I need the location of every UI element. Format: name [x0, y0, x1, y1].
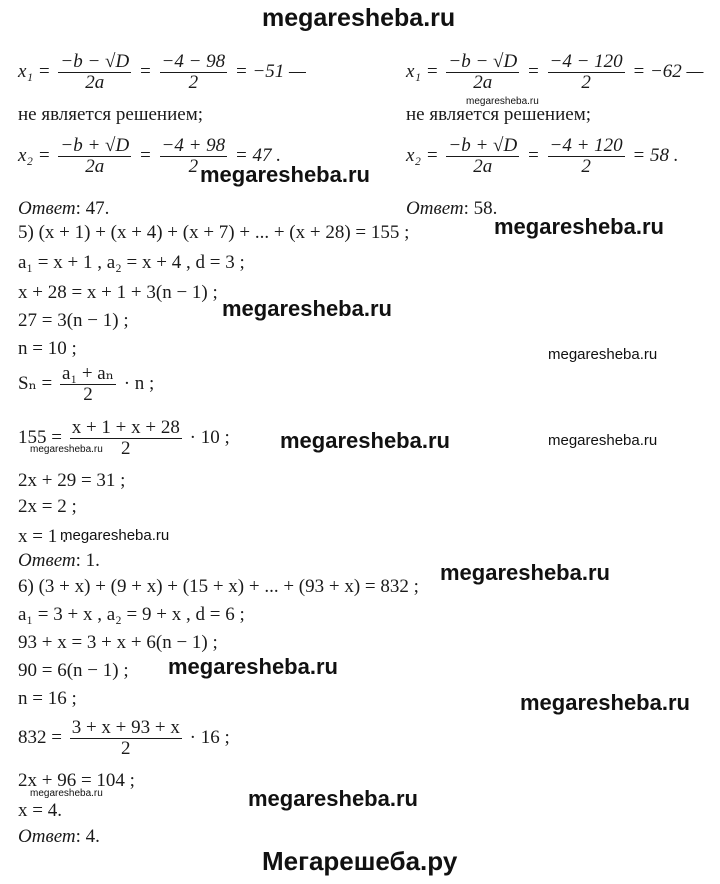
p6-line-1: 6) (3 + x) + (9 + x) + (15 + x) + ... + (93 + x) = 832 ; [18, 576, 419, 597]
answer-label: Ответ [406, 198, 464, 219]
answer-value: : 47. [75, 198, 110, 219]
left-answer [18, 198, 109, 220]
frac-num: −4 − 120 [549, 51, 623, 72]
frac-den: 2 [83, 384, 93, 405]
watermark: megaresheba.ru [222, 296, 392, 321]
right-x2-frac2 [548, 136, 625, 177]
footer-site: Мегарешеба.ру [262, 846, 458, 876]
left-x1-result: = −51 — [234, 60, 306, 82]
right-x1-eq: = [526, 60, 540, 82]
watermark: megaresheba.ru [440, 560, 610, 585]
answer-label: Ответ [18, 550, 76, 571]
frac-num: −b − √D [60, 51, 130, 72]
watermark: megaresheba.ru [494, 214, 664, 239]
frac-den: 2a [85, 156, 105, 177]
frac-num: −4 − 98 [161, 51, 226, 72]
sn-rhs: · n ; [123, 372, 155, 394]
frac-num: 3 + x + 93 + x [71, 717, 180, 738]
right-x2-line [406, 136, 678, 177]
p5-line-10: x = 1 . [18, 526, 67, 547]
watermark: megaresheba.ru [466, 96, 539, 107]
watermark: megaresheba.ru [548, 432, 658, 449]
right-x2-lhs: x₂ = [406, 144, 439, 166]
sn-frac [60, 364, 116, 405]
p5-line-3: x + 28 = x + 1 + 3(n − 1) ; [18, 282, 218, 303]
left-x1-frac2 [160, 52, 228, 93]
p5-line-9: 2x = 2 ; [18, 496, 77, 517]
left-x1-line [18, 52, 306, 93]
frac-num: −b + √D [60, 135, 130, 156]
p6-line-4: 90 = 6(n − 1) ; [18, 660, 129, 681]
watermark: megaresheba.ru [60, 527, 170, 544]
watermark: megaresheba.ru [168, 654, 338, 679]
p5-answer [18, 550, 100, 572]
left-not-solution: не является решением; [18, 104, 203, 125]
watermark: megaresheba.ru [248, 786, 418, 811]
p6-line-2: a₁ = 3 + x , a₂ = 9 + x , d = 6 ; [18, 604, 245, 625]
p6-line-7: 2x + 96 = 104 ; [18, 770, 135, 791]
p5-line-2: a₁ = x + 1 , a₂ = x + 4 , d = 3 ; [18, 252, 245, 273]
frac-den: 2a [85, 72, 105, 93]
frac-den: 2 [121, 738, 131, 759]
left-x1-lhs: x₁ = [18, 60, 51, 82]
answer-value: : 1. [75, 550, 100, 571]
frac-num: −b + √D [448, 135, 518, 156]
right-x1-frac2 [548, 52, 625, 93]
p5-line-8: 2x + 29 = 31 ; [18, 470, 126, 491]
left-x2-result: = 47 . [234, 144, 281, 166]
right-x1-frac1 [446, 52, 519, 93]
s155-lhs: 155 = [18, 426, 62, 448]
p6-line-8: x = 4. [18, 800, 62, 821]
right-x2-frac1 [446, 136, 519, 177]
left-x1-frac1 [58, 52, 131, 93]
p6-line-3: 93 + x = 3 + x + 6(n − 1) ; [18, 632, 218, 653]
left-x1-eq: = [138, 60, 152, 82]
frac-den: 2 [581, 72, 591, 93]
header-site: megaresheba.ru [262, 4, 456, 32]
p5-sn-formula [18, 364, 154, 405]
left-x2-frac1 [58, 136, 131, 177]
frac-num: −4 + 120 [549, 135, 623, 156]
right-x2-eq: = [526, 144, 540, 166]
p6-line-5: n = 16 ; [18, 688, 77, 709]
frac-num: −4 + 98 [161, 135, 226, 156]
answer-value: : 4. [75, 826, 100, 847]
s155-rhs: · 10 ; [189, 426, 230, 448]
s832-lhs: 832 = [18, 726, 62, 748]
right-answer [406, 198, 497, 220]
answer-label: Ответ [18, 198, 76, 219]
s832-frac [70, 718, 182, 759]
p6-s832-formula [18, 718, 230, 759]
frac-den: 2 [188, 72, 199, 93]
answer-label: Ответ [18, 826, 76, 847]
frac-den: 2a [473, 156, 493, 177]
watermark: megaresheba.ru [200, 162, 370, 187]
p6-answer [18, 826, 100, 848]
right-x1-lhs: x₁ = [406, 60, 439, 82]
p5-line-1: 5) (x + 1) + (x + 4) + (x + 7) + ... + (x + 28) = 155 ; [18, 222, 410, 243]
watermark: megaresheba.ru [520, 690, 690, 715]
watermark: megaresheba.ru [30, 444, 103, 455]
left-x2-eq: = [138, 144, 152, 166]
frac-num: −b − √D [448, 51, 518, 72]
frac-den: 2 [581, 156, 591, 177]
p5-line-5: n = 10 ; [18, 338, 77, 359]
right-x1-result: = −62 — [632, 60, 704, 82]
watermark: megaresheba.ru [30, 788, 103, 799]
right-x2-result: = 58 . [632, 144, 679, 166]
frac-num: x + 1 + x + 28 [71, 417, 180, 438]
right-not-solution: не является решением; [406, 104, 591, 125]
frac-num: a₁ + aₙ [62, 363, 114, 384]
watermark: megaresheba.ru [548, 346, 658, 363]
answer-value: : 58. [463, 198, 498, 219]
sn-lhs: Sₙ = [18, 372, 53, 394]
frac-den: 2a [473, 72, 493, 93]
watermark: megaresheba.ru [280, 428, 450, 453]
frac-den: 2 [121, 438, 131, 459]
s832-rhs: · 16 ; [189, 726, 230, 748]
p5-line-4: 27 = 3(n − 1) ; [18, 310, 129, 331]
frac-den: 2 [188, 156, 199, 177]
right-x1-line [406, 52, 703, 93]
left-x2-lhs: x₂ = [18, 144, 51, 166]
